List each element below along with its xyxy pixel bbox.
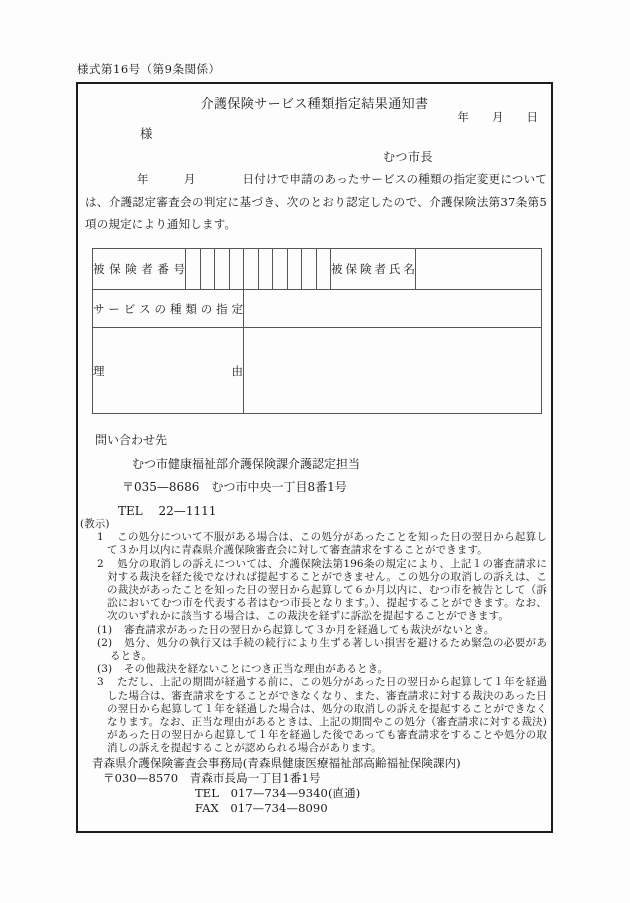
legal-note-item-text: 処分の取消しの訴えについては、介護保険法第196条の規定により、上記１の審査請求に対する裁決を経た後でなければ提起することができません。この処分の取消しの訴えは、この裁決があったことを知った日の翌日から起算して６か月以内に、むつ市を被告として（訴訟においてむつ市を代表する者はむつ市長となります。）、提起することができます。なお、次のいずれかに該当する場合は、この裁決を経ずに訴訟を提起することができます。 [107,557,547,623]
legal-note-subitem-text: 審査請求があった日の翌日から起算して３か月を経過しても裁決がないとき。 [124,623,495,636]
insured-number-digit-cell [215,249,230,290]
legal-note-subitem-3 [80,663,547,676]
legal-note-subitem-text: その他裁決を経ないことにつき正当な理由があるとき。 [124,663,389,676]
table-row-reason [93,328,542,414]
issue-date-line: 年 月 日 [457,110,538,124]
legal-note-item-number: 3 [97,676,104,689]
legal-note-item-3 [80,676,547,755]
insured-number-digit-cell [258,249,273,290]
insured-number-digit-cell [186,249,201,290]
insured-number-digit-cell [244,249,259,290]
insured-number-digit-cell [229,249,244,290]
legal-notes-heading: (教示) [80,518,110,530]
insured-number-digit-cell [316,249,331,290]
form-number-label: 様式第16号（第9条関係） [77,62,221,76]
reason-value-cell [244,328,542,414]
insured-name-label-cell: 被保険者氏名 [331,249,416,290]
table-row-insured [93,249,542,290]
notice-title: 介護保険サービス種類指定結果通知書 [200,97,429,112]
insured-name-value-cell [416,249,542,290]
legal-note-item-2 [80,558,547,624]
addressee-suffix: 様 [140,126,153,141]
legal-note-subitem-number: (1) [97,623,113,636]
legal-note-item-number: 2 [97,557,104,570]
legal-note-subitem-1 [80,624,547,637]
inquiry-tel: TEL 22—1111 [118,503,217,518]
legal-note-item-text: この処分について不服がある場合は、この処分があったことを知った日の翌日から起算して３か月以内に青森県介護保険審査会に対して審査請求をすることができます。 [107,531,547,557]
result-table [92,248,542,414]
insured-number-digit-cell [287,249,302,290]
mayor-name: むつ市長 [383,150,434,164]
notice-body-paragraph: 年 月 日付けで申請のあったサービスの種類の指定変更については、介護認定審査会の判定に基づき、次のとおり認定したので、介護保険法第37条第5項の規定により通知します。 [85,172,547,232]
service-type-label-cell: サービスの種類の指定 [93,290,244,328]
notice-box [76,82,553,833]
legal-note-subitem-text: 処分、処分の執行又は手続の続行により生ずる著しい損害を避けるため緊急の必要があるとき。 [110,636,547,663]
appeal-office-address: 〒030—8570 青森市長島一丁目1番1号 [103,770,321,785]
insured-number-label-cell: 被保険者番号 [93,249,186,290]
legal-notes-section [80,518,547,816]
legal-note-item-1 [80,531,547,557]
inquiry-address: 〒035—8686 むつ市中央一丁目8番1号 [122,480,347,494]
legal-note-subitem-number: (2) [97,636,113,649]
inquiry-heading: 問い合わせ先 [95,433,168,447]
insured-number-digit-cell [273,249,288,290]
service-type-value-cell [244,290,542,328]
appeal-office-name: 青森県介護保険審査会事務局(青森県健康医療福祉部高齢福祉保険課内) [92,755,461,770]
appeal-office-tel: TEL 017—734—9340(直通) [195,785,361,800]
insured-number-digit-cell [200,249,215,290]
appeal-office-block [80,756,547,816]
inquiry-department: むつ市健康福祉部介護保険課介護認定担当 [132,456,361,471]
reason-label-cell: 理 由 [93,328,244,414]
insured-number-digit-cell [302,249,317,290]
legal-note-item-number: 1 [97,531,104,544]
inquiry-section [78,429,551,523]
legal-note-subitem-number: (3) [97,663,113,676]
legal-note-subitem-2 [80,637,547,663]
appeal-office-fax: FAX 017—734—8090 [195,800,328,815]
legal-note-item-text: ただし、上記の期間が経過する前に、この処分があった日の翌日から起算して１年を経過した場合は、審査請求をすることができなくなり、また、審査請求に対する裁決のあった日の翌日から起算して１年を経過した場合は、処分の取消しの訴えを提起することができなくなります。なお、正当な理由があるときは、上記の期間やこの処分（審査請求に対する裁決)があった日の翌日から起算して１年を経過した後であっても審査請求をすることや処分の取消しの訴えを提起することが認められる場合があります。 [107,676,547,755]
table-row-service-type [93,290,542,328]
